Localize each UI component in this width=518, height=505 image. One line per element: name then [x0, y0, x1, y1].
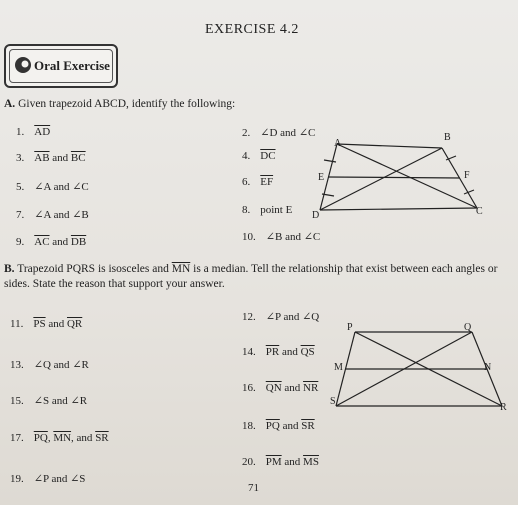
label-q: Q — [464, 322, 472, 333]
item-12: 12. ∠P and ∠Q — [242, 311, 320, 323]
item-9: 9. $\overline{AC}$ and $\overline{DB}$ — [16, 236, 87, 248]
label-s: S — [330, 396, 336, 407]
label-m: M — [334, 362, 343, 373]
item-13: 13. ∠Q and ∠R — [10, 359, 89, 371]
side-ab — [337, 144, 442, 148]
label-e: E — [318, 172, 325, 183]
label-c: C — [476, 206, 483, 217]
label-p: P — [347, 322, 353, 333]
item-2: 2. ∠D and ∠C — [242, 127, 316, 139]
head-silhouette-icon — [14, 56, 32, 74]
item-10: 10. ∠B and ∠C — [242, 231, 321, 243]
item-8: 8. point E — [242, 204, 293, 216]
item-3: 3. $\overline{AB}$ and $\overline{BC}$ — [16, 152, 86, 164]
item-16: 16. $\overline{QN}$ and $\overline{NR}$ — [242, 382, 319, 394]
item-11: 11. $\overline{PS}$ and $\overline{QR}$ — [10, 318, 83, 330]
label-n: N — [484, 362, 492, 373]
trapezoid-pqrs-figure — [330, 320, 510, 420]
label-a: A — [334, 138, 342, 149]
page-number: 71 — [248, 482, 259, 494]
oral-exercise-label: Oral Exercise — [34, 58, 110, 73]
diagonal-ac — [337, 144, 477, 208]
item-5: 5. ∠A and ∠C — [16, 181, 89, 193]
label-r: R — [500, 402, 507, 413]
item-1: 1. $\overline{AD}$ — [16, 126, 51, 138]
label-f: F — [464, 170, 470, 181]
side-dc — [320, 208, 477, 210]
oral-exercise-box — [4, 44, 118, 88]
section-a-instruction: A. Given trapezoid ABCD, identify the following: — [4, 98, 236, 110]
item-19: 19. ∠P and ∠S — [10, 473, 86, 485]
item-4: 4. $\overline{DC}$ — [242, 150, 276, 162]
exercise-title: EXERCISE 4.2 — [205, 22, 299, 37]
item-6: 6. $\overline{EF}$ — [242, 176, 274, 188]
section-b-instruction: B. Trapezoid PQRS is isosceles and $\overline{MN}$ is a median. Tell the relationship that exist between each angles or sides. State the reason that support your answer. — [4, 263, 498, 290]
diagonal-bd — [320, 148, 442, 210]
label-b: B — [444, 132, 451, 143]
tick-mark — [324, 160, 336, 162]
item-18: 18. $\overline{PQ}$ and $\overline{SR}$ — [242, 420, 315, 432]
median-ef — [328, 177, 460, 178]
label-d: D — [312, 210, 320, 221]
item-15: 15. ∠S and ∠R — [10, 395, 88, 407]
item-20: 20. $\overline{PM}$ and $\overline{MS}$ — [242, 456, 319, 468]
item-7: 7. ∠A and ∠B — [16, 209, 89, 221]
item-14: 14. $\overline{PR}$ and $\overline{QS}$ — [242, 346, 315, 358]
item-17: 17. $\overline{PQ}$, $\overline{MN}$, and $\overline{SR}$ — [10, 432, 109, 444]
